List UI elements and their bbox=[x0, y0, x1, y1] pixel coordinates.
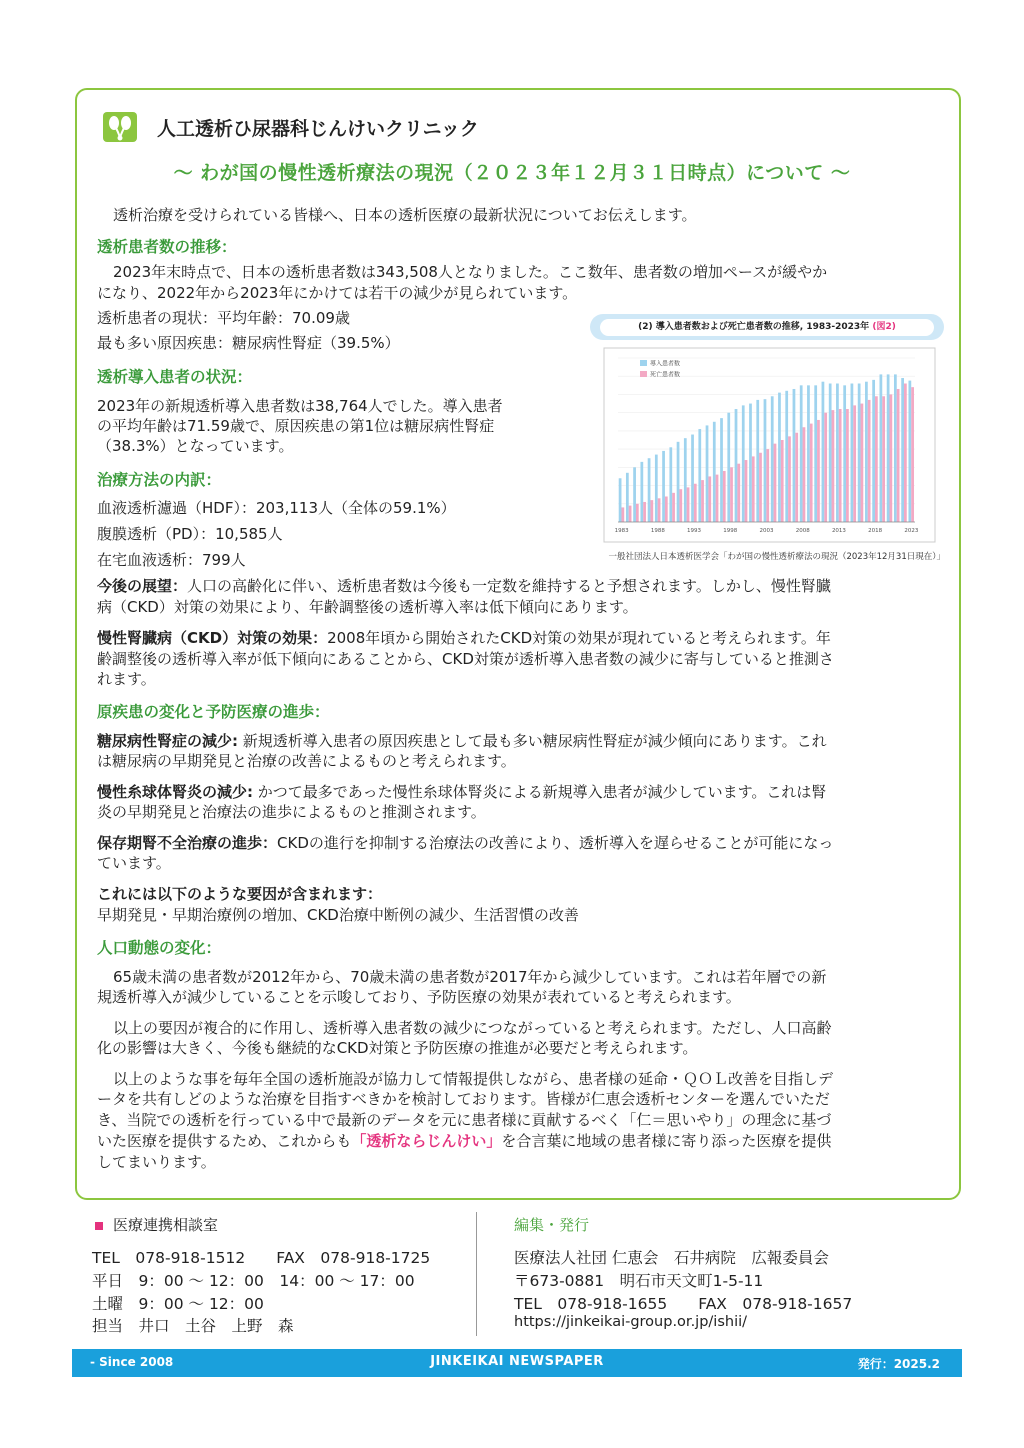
chart-x-tick-1998: 1998 bbox=[723, 528, 738, 534]
bar-deaths-2010 bbox=[817, 420, 820, 522]
bar-introduced-2004 bbox=[771, 396, 774, 522]
bar-deaths-1983 bbox=[621, 507, 624, 522]
chart-x-tick-1988: 1988 bbox=[650, 528, 665, 534]
bar-introduced-2018 bbox=[872, 380, 875, 522]
bar-deaths-1998 bbox=[730, 467, 733, 522]
intro-patients-heading: 透析導入患者の状況： bbox=[97, 368, 253, 386]
editor-address: 〒673-0881 明石市天文町1-5-11 bbox=[514, 1272, 764, 1290]
population-p3-line-2: ータを共有しどのような治療を目指すべきかを検討しております。皆様が仁恵会透析センターを選んでいただ bbox=[97, 1090, 830, 1108]
bar-deaths-2003 bbox=[766, 449, 769, 522]
bar-introduced-2019 bbox=[880, 374, 883, 522]
bar-introduced-2011 bbox=[822, 382, 825, 522]
population-p1-line-1: 65歳未満の患者数が2012年から、70歳未満の患者数が2017年から減少しています。これは若年層での新 bbox=[113, 968, 827, 986]
bar-introduced-2014 bbox=[843, 385, 846, 522]
population-p3-line-4: いた医療を提供するため、これからも「透析ならじんけい」を合言葉に地域の患者様に寄り添った医療を提供 bbox=[97, 1132, 832, 1150]
bar-deaths-1996 bbox=[716, 475, 719, 522]
chart-caption: 一般社団法人日本透析医学会「わが国の慢性透析療法の現況（2023年12月31日現在）」 bbox=[608, 552, 945, 562]
since-text: - Since 2008 bbox=[90, 1355, 174, 1369]
bar-deaths-2015 bbox=[853, 405, 856, 522]
conservative-line-2: ています。 bbox=[97, 854, 171, 872]
bar-deaths-1989 bbox=[665, 496, 668, 522]
bar-introduced-2010 bbox=[814, 385, 817, 522]
bar-introduced-1983 bbox=[619, 478, 622, 522]
pink-square-icon bbox=[95, 1222, 103, 1230]
bar-introduced-2013 bbox=[836, 384, 839, 522]
bar-deaths-2000 bbox=[745, 460, 748, 522]
bar-deaths-2018 bbox=[875, 396, 878, 522]
treatment-home: 在宅血液透析：799人 bbox=[97, 551, 246, 569]
bar-introduced-2015 bbox=[851, 384, 854, 522]
chart-x-tick-1993: 1993 bbox=[687, 528, 702, 534]
treatment-pd: 腹膜透析（PD）：10,585人 bbox=[97, 525, 283, 543]
issue-date: 発行：2025.2 bbox=[857, 1357, 940, 1371]
bar-introduced-2008 bbox=[800, 385, 803, 522]
consult-tel-fax: TEL 078-918-1512 FAX 078-918-1725 bbox=[92, 1249, 431, 1267]
chart-title: (2) 導入患者数および死亡患者数の推移, 1983-2023年 (図2) bbox=[600, 319, 934, 336]
population-p1-line-2: 規透析導入が減少していることを示唆しており、予防医療の効果が表れていると考えられます。 bbox=[97, 988, 741, 1006]
kidney-icon bbox=[103, 112, 137, 142]
ckd-line-1: 慢性腎臓病（CKD）対策の効果：2008年頃から開始されたCKD対策の効果が現れていると考えられます。年 bbox=[97, 629, 831, 647]
bar-deaths-1999 bbox=[737, 464, 740, 522]
bar-deaths-1997 bbox=[723, 471, 726, 522]
bar-deaths-2020 bbox=[890, 394, 893, 522]
outlook-line-1: 今後の展望：人口の高齢化に伴い、透析患者数は今後も一定数を維持すると予想されます。しかし、慢性腎臓 bbox=[97, 577, 831, 595]
trend-cause: 最も多い原因疾患：糖尿病性腎症（39.5%） bbox=[97, 334, 400, 352]
intro-patients-line-2: の平均年齢は71.59歳で、原因疾患の第1位は糖尿病性腎症 bbox=[97, 417, 495, 435]
bar-introduced-1990 bbox=[669, 447, 672, 522]
treatment-hdf: 血液透析濾過（HDF）：203,113人（全体の59.1%） bbox=[97, 499, 456, 517]
trend-heading: 透析患者数の推移： bbox=[97, 238, 237, 256]
clinic-name: 人工透析ひ尿器科じんけいクリニック bbox=[157, 118, 479, 140]
population-p2-line-2: 化の影響は大きく、今後も継続的なCKD対策と予防医療の推進が必要だと考えられます。 bbox=[97, 1039, 698, 1057]
editor-org: 医療法人社団 仁恵会 石井病院 広報委員会 bbox=[514, 1249, 829, 1267]
chart-x-tick-2023: 2023 bbox=[904, 528, 919, 534]
chart-x-tick-2008: 2008 bbox=[795, 528, 810, 534]
diabetic-line-1: 糖尿病性腎症の減少: 新規透析導入患者の原因疾患として最も多い糖尿病性腎症が減少傾向にあります。これ bbox=[97, 732, 827, 750]
bar-deaths-2019 bbox=[882, 396, 885, 522]
trend-line-1: 2023年末時点で、日本の透析患者数は343,508人となりました。ここ数年、患者数の増加ペースが緩やか bbox=[113, 263, 828, 281]
bar-deaths-2007 bbox=[795, 433, 798, 522]
trend-age: 透析患者の現状：平均年齢：70.09歳 bbox=[97, 309, 350, 327]
treatment-heading: 治療方法の内訳： bbox=[97, 471, 222, 489]
bar-introduced-1993 bbox=[691, 435, 694, 522]
legend-label-1: 死亡患者数 bbox=[650, 371, 681, 379]
bar-introduced-2007 bbox=[793, 389, 796, 522]
bar-chart bbox=[590, 346, 945, 546]
intro-patients-line-1: 2023年の新規透析導入患者数は38,764人でした。導入患者 bbox=[97, 397, 503, 415]
bar-introduced-1984 bbox=[626, 473, 629, 522]
consult-weekday-hours: 平日 9：00 ～ 12：00 14：00 ～ 17：00 bbox=[92, 1272, 415, 1290]
bar-introduced-2000 bbox=[742, 405, 745, 522]
bar-deaths-1992 bbox=[687, 487, 690, 522]
bar-deaths-2013 bbox=[839, 409, 842, 522]
factors-label: これには以下のような要因が含まれます： bbox=[97, 885, 383, 903]
bar-introduced-2022 bbox=[901, 378, 904, 522]
editor-label: 編集・発行 bbox=[514, 1216, 590, 1234]
chart-x-tick-2018: 2018 bbox=[868, 528, 883, 534]
glomerular-line-1: 慢性糸球体腎炎の減少: かつて最多であった慢性糸球体腎炎による新規導入患者が減少しています。これは腎 bbox=[97, 783, 827, 801]
conservative-label: 保存期腎不全治療の進歩： bbox=[97, 834, 278, 852]
population-p2-line-1: 以上の要因が複合的に作用し、透析導入患者数の減少につながっていると考えられます。ただし、人口高齢 bbox=[113, 1019, 832, 1037]
bar-introduced-1999 bbox=[735, 409, 738, 522]
conservative-line-1: 保存期腎不全治療の進歩：CKDの進行を抑制する治療法の改善により、透析導入を遅らせることが可能になっ bbox=[97, 834, 834, 852]
bar-deaths-2017 bbox=[868, 400, 871, 522]
trend-line-2: になり、2022年から2023年にかけては若干の減少が見られています。 bbox=[97, 284, 578, 302]
glomerular-label: 慢性糸球体腎炎の減少: bbox=[97, 783, 253, 801]
outlook-label: 今後の展望： bbox=[97, 577, 188, 595]
editor-tel-fax: TEL 078-918-1655 FAX 078-918-1657 bbox=[514, 1295, 853, 1313]
bar-introduced-1996 bbox=[713, 422, 716, 522]
bar-introduced-1995 bbox=[706, 425, 709, 522]
bar-introduced-1991 bbox=[677, 442, 680, 522]
outlook-line-2: 病（CKD）対策の効果により、年齢調整後の透析導入率は低下傾向にあります。 bbox=[97, 598, 638, 616]
legend-swatch-1 bbox=[640, 371, 647, 377]
diabetic-line-2: は糖尿病の早期発見と治療の改善によるものと考えられます。 bbox=[97, 752, 516, 770]
bar-deaths-1988 bbox=[658, 498, 661, 522]
population-p3-line-1: 以上のような事を毎年全国の透析施設が協力して情報提供しながら、患者様の延命・ＱＯＬ改善を目指しデ bbox=[113, 1070, 834, 1088]
bar-introduced-2021 bbox=[894, 374, 897, 522]
bar-deaths-1984 bbox=[629, 506, 632, 522]
bar-introduced-1992 bbox=[684, 438, 687, 522]
ckd-label: 慢性腎臓病（CKD）対策の効果： bbox=[97, 629, 328, 647]
bar-introduced-1985 bbox=[633, 467, 636, 522]
footer-divider bbox=[476, 1212, 477, 1336]
bar-introduced-1989 bbox=[662, 451, 665, 522]
bar-introduced-2009 bbox=[807, 385, 810, 522]
bar-deaths-1993 bbox=[694, 484, 697, 522]
chart-x-tick-2003: 2003 bbox=[759, 528, 774, 534]
bar-introduced-2006 bbox=[785, 391, 788, 522]
chart-x-tick-1983: 1983 bbox=[614, 528, 629, 534]
consult-staff: 担当 井口 土谷 上野 森 bbox=[92, 1317, 294, 1335]
bar-deaths-2022 bbox=[904, 384, 907, 522]
ckd-line-2: 齢調整後の透析導入率が低下傾向にあることから、CKD対策が透析導入患者数の減少に寄与していると推測さ bbox=[97, 650, 834, 668]
chart-title-tag: (図2) bbox=[872, 322, 896, 332]
bar-introduced-1994 bbox=[698, 429, 701, 522]
factors-line: 早期発見・早期治療例の増加、CKD治療中断例の減少、生活習慣の改善 bbox=[97, 906, 579, 924]
bar-introduced-1988 bbox=[655, 455, 658, 522]
bar-deaths-2002 bbox=[759, 453, 762, 522]
bar-introduced-2023 bbox=[908, 381, 911, 522]
bar-deaths-2021 bbox=[897, 389, 900, 522]
bar-introduced-1998 bbox=[727, 413, 730, 522]
chart-x-tick-2013: 2013 bbox=[831, 528, 846, 534]
glomerular-line-2: 炎の早期発見と治療法の進歩によるものと推測されます。 bbox=[97, 803, 486, 821]
bar-introduced-2002 bbox=[756, 400, 759, 522]
bar-deaths-2011 bbox=[824, 413, 827, 522]
intro-patients-line-3: （38.3%）となっています。 bbox=[97, 437, 294, 455]
bar-deaths-2001 bbox=[752, 456, 755, 522]
newspaper-bar bbox=[72, 1349, 962, 1377]
slogan: 「透析ならじんけい」 bbox=[351, 1132, 502, 1150]
bar-deaths-1990 bbox=[672, 493, 675, 522]
bar-deaths-2005 bbox=[781, 440, 784, 522]
bar-deaths-1991 bbox=[679, 489, 682, 522]
diabetic-label: 糖尿病性腎症の減少: bbox=[97, 732, 238, 750]
bar-deaths-2014 bbox=[846, 409, 849, 522]
bar-introduced-2016 bbox=[858, 384, 861, 522]
ckd-line-3: れます。 bbox=[97, 670, 156, 688]
bar-introduced-2005 bbox=[778, 393, 781, 522]
bar-deaths-1985 bbox=[636, 504, 639, 522]
population-heading: 人口動態の変化： bbox=[97, 939, 222, 957]
bar-introduced-1986 bbox=[640, 462, 643, 522]
editor-url[interactable]: https://jinkeikai-group.or.jp/ishii/ bbox=[514, 1314, 748, 1330]
bar-deaths-2008 bbox=[803, 427, 806, 522]
chart-title-bar bbox=[590, 314, 944, 340]
headline: ～ わが国の慢性透析療法の現況（２０２３年１２月３１日時点）について ～ bbox=[173, 162, 851, 184]
bar-deaths-2006 bbox=[788, 436, 791, 522]
bar-introduced-1987 bbox=[648, 458, 651, 522]
consult-saturday-hours: 土曜 9：00 ～ 12：00 bbox=[92, 1295, 264, 1313]
bar-deaths-2016 bbox=[861, 404, 864, 522]
disease-change-heading: 原疾患の変化と予防医療の進歩： bbox=[97, 703, 330, 721]
legend-label-0: 導入患者数 bbox=[650, 360, 681, 368]
bar-introduced-2003 bbox=[764, 399, 767, 522]
bar-introduced-2020 bbox=[887, 374, 890, 522]
bar-introduced-2001 bbox=[749, 404, 752, 522]
bar-deaths-1994 bbox=[701, 480, 704, 522]
bar-deaths-2009 bbox=[810, 424, 813, 522]
bar-deaths-1995 bbox=[708, 476, 711, 522]
legend-swatch-0 bbox=[640, 360, 647, 366]
consultation-office-label: 医療連携相談室 bbox=[95, 1214, 218, 1235]
bar-deaths-2023 bbox=[911, 387, 914, 522]
bar-deaths-2004 bbox=[774, 444, 777, 522]
bar-deaths-2012 bbox=[832, 410, 835, 522]
population-p3-line-5: してまいります。 bbox=[97, 1153, 216, 1171]
population-p3-line-3: き、当院での透析を行っている中で最新のデータを元に患者様に貢献するべく「仁＝思いやり」の理念に基づ bbox=[97, 1111, 832, 1129]
bar-introduced-2017 bbox=[865, 382, 868, 522]
intro-text: 透析治療を受けられている皆様へ、日本の透析医療の最新状況についてお伝えします。 bbox=[113, 206, 697, 224]
newspaper-name: JINKEIKAI NEWSPAPER bbox=[430, 1354, 604, 1369]
bar-introduced-1997 bbox=[720, 418, 723, 522]
bar-introduced-2012 bbox=[829, 384, 832, 522]
bar-deaths-1987 bbox=[650, 500, 653, 522]
chart-figure bbox=[590, 310, 945, 560]
bar-deaths-1986 bbox=[643, 502, 646, 522]
